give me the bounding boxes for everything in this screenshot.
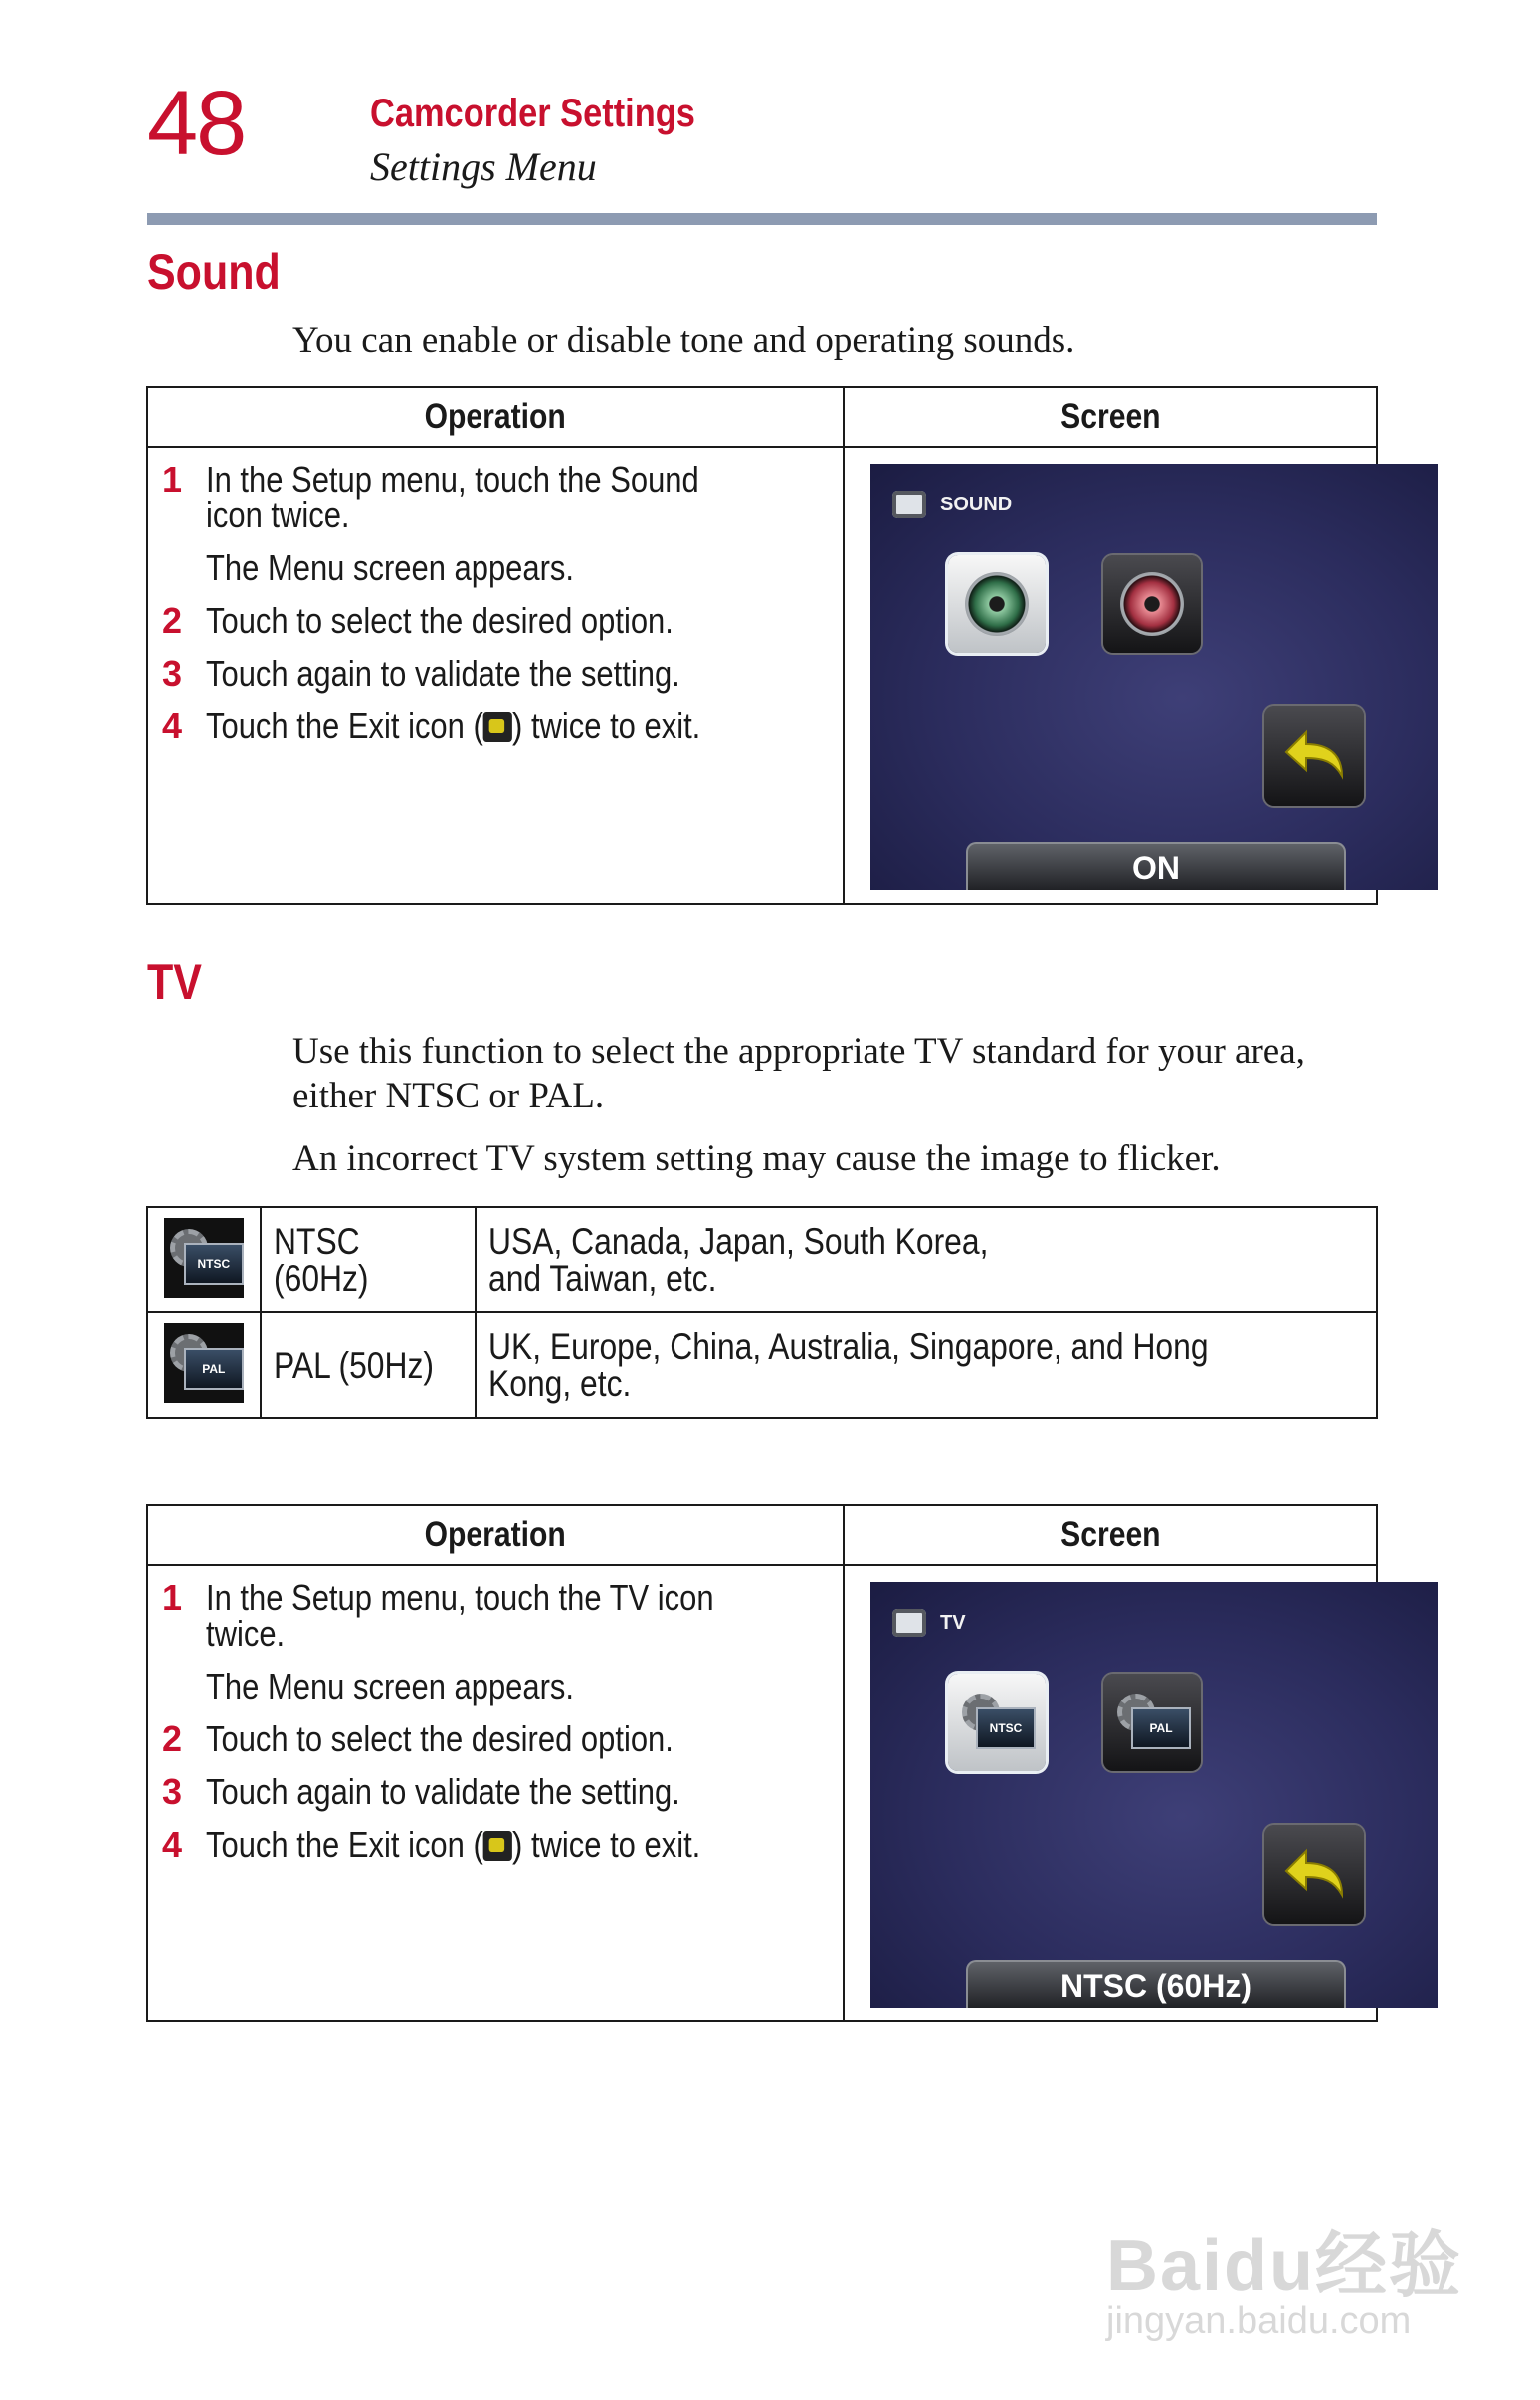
- pal-icon-cell: [147, 1312, 261, 1418]
- ntsc-tv-gear-icon: NTSC: [962, 1694, 1032, 1751]
- sound-steps-cell: [147, 447, 844, 904]
- step-item: 2 Touch to select the desired option.: [162, 1718, 674, 1759]
- watermark-logo: Baidu经验: [1106, 2226, 1463, 2305]
- sound-on-option[interactable]: [948, 555, 1046, 653]
- return-arrow-icon: [1278, 1841, 1350, 1906]
- ntsc-tv-icon: NTSC: [164, 1218, 244, 1298]
- tv-intro: Use this function to select the appropriate TV standard for your area, either NTSC or PAL.: [292, 1031, 1305, 1116]
- tv-standards-table: [146, 1206, 1378, 1419]
- sound-off-option[interactable]: [1103, 555, 1201, 653]
- value-bar: ON: [966, 842, 1346, 890]
- tv-operation-table: [146, 1504, 1378, 2022]
- ntsc-option[interactable]: [948, 1674, 1046, 1771]
- pal-tv-icon: PAL: [164, 1323, 244, 1403]
- exit-icon: [483, 1831, 512, 1861]
- sound-screen: [870, 464, 1438, 890]
- table-row: [147, 1207, 1377, 1312]
- step-item: 1 In the Setup menu, touch the TV icon twice.: [162, 1577, 714, 1654]
- ntsc-icon-cell: [147, 1207, 261, 1312]
- screen-header: Screen: [844, 387, 1377, 447]
- speaker-green-icon: [965, 572, 1029, 636]
- sound-intro: You can enable or disable tone and operating sounds.: [292, 320, 1075, 361]
- ntsc-regions-cell: USA, Canada, Japan, South Korea, and Taiwan, etc.: [476, 1207, 1377, 1312]
- exit-button[interactable]: [1264, 706, 1364, 806]
- tv-warning: An incorrect TV system setting may cause the image to flicker.: [292, 1138, 1221, 1179]
- step-item: 3 Touch again to validate the setting.: [162, 1771, 680, 1812]
- return-arrow-icon: [1278, 722, 1350, 788]
- tv-heading: TV: [147, 954, 202, 1010]
- step-note: The Menu screen appears.: [206, 547, 575, 588]
- tv-screen-cell: [844, 1565, 1377, 2021]
- tv-steps: [148, 1566, 843, 1863]
- operation-header: Operation: [147, 387, 844, 447]
- pal-option[interactable]: [1103, 1674, 1201, 1771]
- tv-steps-cell: [147, 1565, 844, 2021]
- pal-regions-cell: UK, Europe, China, Australia, Singapore, and Hong Kong, etc.: [476, 1312, 1377, 1418]
- speaker-red-icon: [1120, 572, 1184, 636]
- section-subtitle: Settings Menu: [370, 144, 597, 189]
- step-item: 2 Touch to select the desired option.: [162, 600, 674, 641]
- sound-screen-cell: [844, 447, 1377, 904]
- pal-name-cell: PAL (50Hz): [261, 1312, 476, 1418]
- table-row: [147, 1312, 1377, 1418]
- sound-steps: [148, 448, 843, 744]
- step-item: 3 Touch again to validate the setting.: [162, 653, 680, 694]
- tv-screen: [870, 1582, 1438, 2008]
- exit-button[interactable]: [1264, 1825, 1364, 1924]
- chapter-title: Camcorder Settings: [370, 92, 695, 135]
- sound-operation-table: [146, 386, 1378, 905]
- speaker-icon: [892, 491, 926, 518]
- step-item: 1 In the Setup menu, touch the Sound icon twice.: [162, 459, 699, 535]
- step-item: 4 Touch the Exit icon ( ) twice to exit.: [162, 705, 701, 746]
- ntsc-name-cell: NTSC (60Hz): [261, 1207, 476, 1312]
- watermark-url: jingyan.baidu.com: [1106, 2300, 1412, 2342]
- screen-header-bar: [892, 490, 1012, 519]
- screen-label: TV: [940, 1611, 966, 1634]
- step-note: The Menu screen appears.: [206, 1666, 575, 1706]
- header-rule: [147, 213, 1377, 225]
- value-bar: NTSC (60Hz): [966, 1960, 1346, 2008]
- sound-heading: Sound: [147, 244, 281, 300]
- pal-tv-gear-icon: PAL: [1117, 1694, 1187, 1751]
- operation-header: Operation: [147, 1505, 844, 1565]
- screen-label: SOUND: [940, 493, 1013, 515]
- tv-small-icon: [892, 1609, 926, 1637]
- page-number: 48: [147, 73, 246, 174]
- screen-header: Screen: [844, 1505, 1377, 1565]
- step-item: 4 Touch the Exit icon ( ) twice to exit.: [162, 1824, 701, 1865]
- screen-header-bar: [892, 1608, 966, 1638]
- exit-icon: [483, 712, 512, 742]
